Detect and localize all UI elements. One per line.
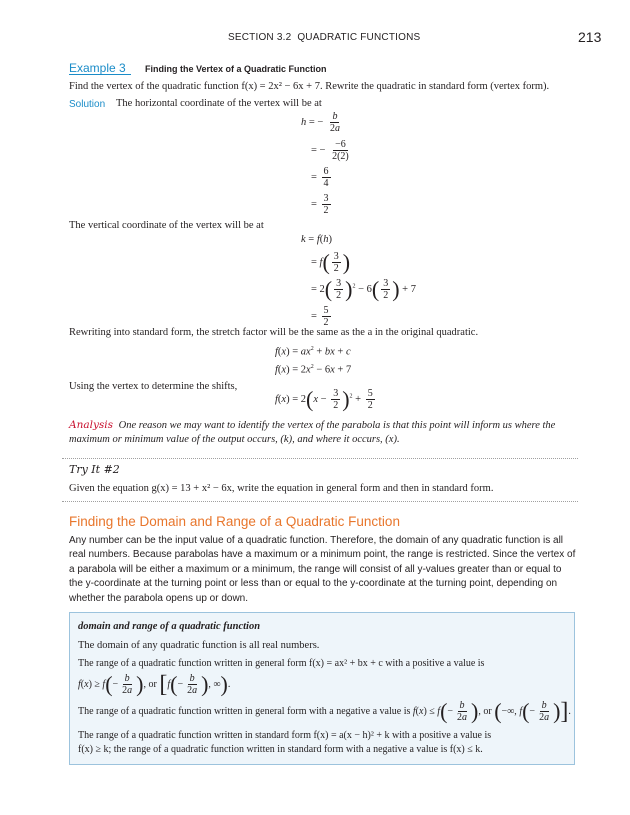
box-line-2: The range of a quadratic function written in general form f(x) = ax² + bx + c with a positive a value is (78, 658, 485, 669)
try-it-bottom-rule (62, 501, 578, 502)
box-line-3-row (78, 700, 571, 723)
box-line-1: The domain of any quadratic function is all real numbers. (78, 640, 320, 651)
eq-vertex-form: f(x) = 2(x − $\frac{3}{2}$ )$^2$ + $\frac{5}{2}$ (275, 386, 373, 412)
eq-k-3: = 2( $\frac{3}{2}$ )$^2$ − 6( $\frac{3}{2}$ ) + 7 (311, 276, 416, 302)
header-section-title: QUADRATIC FUNCTIONS (297, 32, 421, 43)
section-heading: Finding the Domain and Range of a Quadratic Function (69, 514, 400, 529)
shift-intro: Using the vertex to determine the shifts, (69, 381, 238, 392)
try-it-text: Given the equation g(x) = 13 + x² − 6x, write the equation in general form and then in standard form. (69, 483, 494, 494)
box-line-4a: The range of a quadratic function written in standard form f(x) = a(x − h)² + k with a positive a value is (78, 730, 492, 741)
example-title: Finding the Vertex of a Quadratic Function (145, 64, 327, 74)
box-range-positive: f(x) ≥ f(− $\frac{b}{2a}$ ), or [f(− $\frac{b}{2a}$ ), ∞). (78, 671, 231, 698)
eq-h-4: = $\frac{3}{2}$ (311, 193, 329, 216)
example-problem: Find the vertex of the quadratic function f(x) = 2x² − 6x + 7. Rewrite the quadratic in standard form (vertex form). (69, 81, 550, 92)
box-title: domain and range of a quadratic function (78, 621, 261, 632)
definition-box (69, 612, 575, 765)
section-body: Any number can be the input value of a quadratic function. Therefore, the domain of any quadratic function is all real numbers. Because parabolas have a maximum or a minimum point, the range is restricted. Since the vertex of a parabola will be either a maximum or a minimum, the range will consist of all y-values greater than or equal to the y-coordinate at the turning point or less than or equal to the y-coordinate at the turning point, depending on whether the parabola opens up or down. (69, 535, 576, 604)
eq-h-3: = $\frac{6}{4}$ (311, 166, 329, 189)
vertical-intro: The vertical coordinate of the vertex will be at (69, 220, 264, 231)
solution-intro: The horizontal coordinate of the vertex will be at (116, 98, 322, 109)
example-label: Example 3 (69, 61, 126, 75)
box-line-4b: f(x) ≥ k; the range of a quadratic function written in standard form with a negative a value is f(x) ≤ k. (78, 744, 483, 755)
solution-label: Solution (69, 99, 106, 110)
page-number: 213 (578, 29, 602, 45)
analysis-text: One reason we may want to identify the vertex of the parabola is that this point will inform us where the maximum or minimum value of the output occurs, (k), and where it occurs, (x). (69, 420, 556, 445)
analysis-block (69, 418, 579, 447)
eq-h-1: h = − $\frac{b}{2a}$ (301, 111, 340, 134)
eq-h-2: = − $\frac{-6}{2(2)}$ (311, 139, 349, 162)
box-range-negative: f(x) ≤ f(− $\frac{b}{2a}$ ), or (−∞, f(− $\frac{b}{2a}$ )]. (412, 698, 571, 725)
eq-specific-form: $f(x) = 2x^2 - 6x + 7$ (275, 364, 352, 376)
running-header (228, 32, 420, 43)
eq-k-2: = f( $\frac{3}{2}$ ) (311, 249, 351, 275)
rewrite-intro: Rewriting into standard form, the stretch factor will be the same as the a in the original quadratic. (69, 327, 479, 338)
box-line-3: The range of a quadratic function written in general form with a negative a value is (78, 705, 411, 717)
header-section: SECTION 3.2 (228, 32, 292, 43)
eq-general-form: $f(x) = ax^2$ + bx + c (275, 346, 351, 358)
eq-k-4: = $\frac{5}{2}$ (311, 305, 329, 328)
try-it-top-rule (62, 458, 578, 459)
eq-k-1: k = f(h) (301, 234, 333, 245)
analysis-label: Analysis (69, 419, 114, 431)
try-it-label: Try It #2 (69, 463, 120, 476)
